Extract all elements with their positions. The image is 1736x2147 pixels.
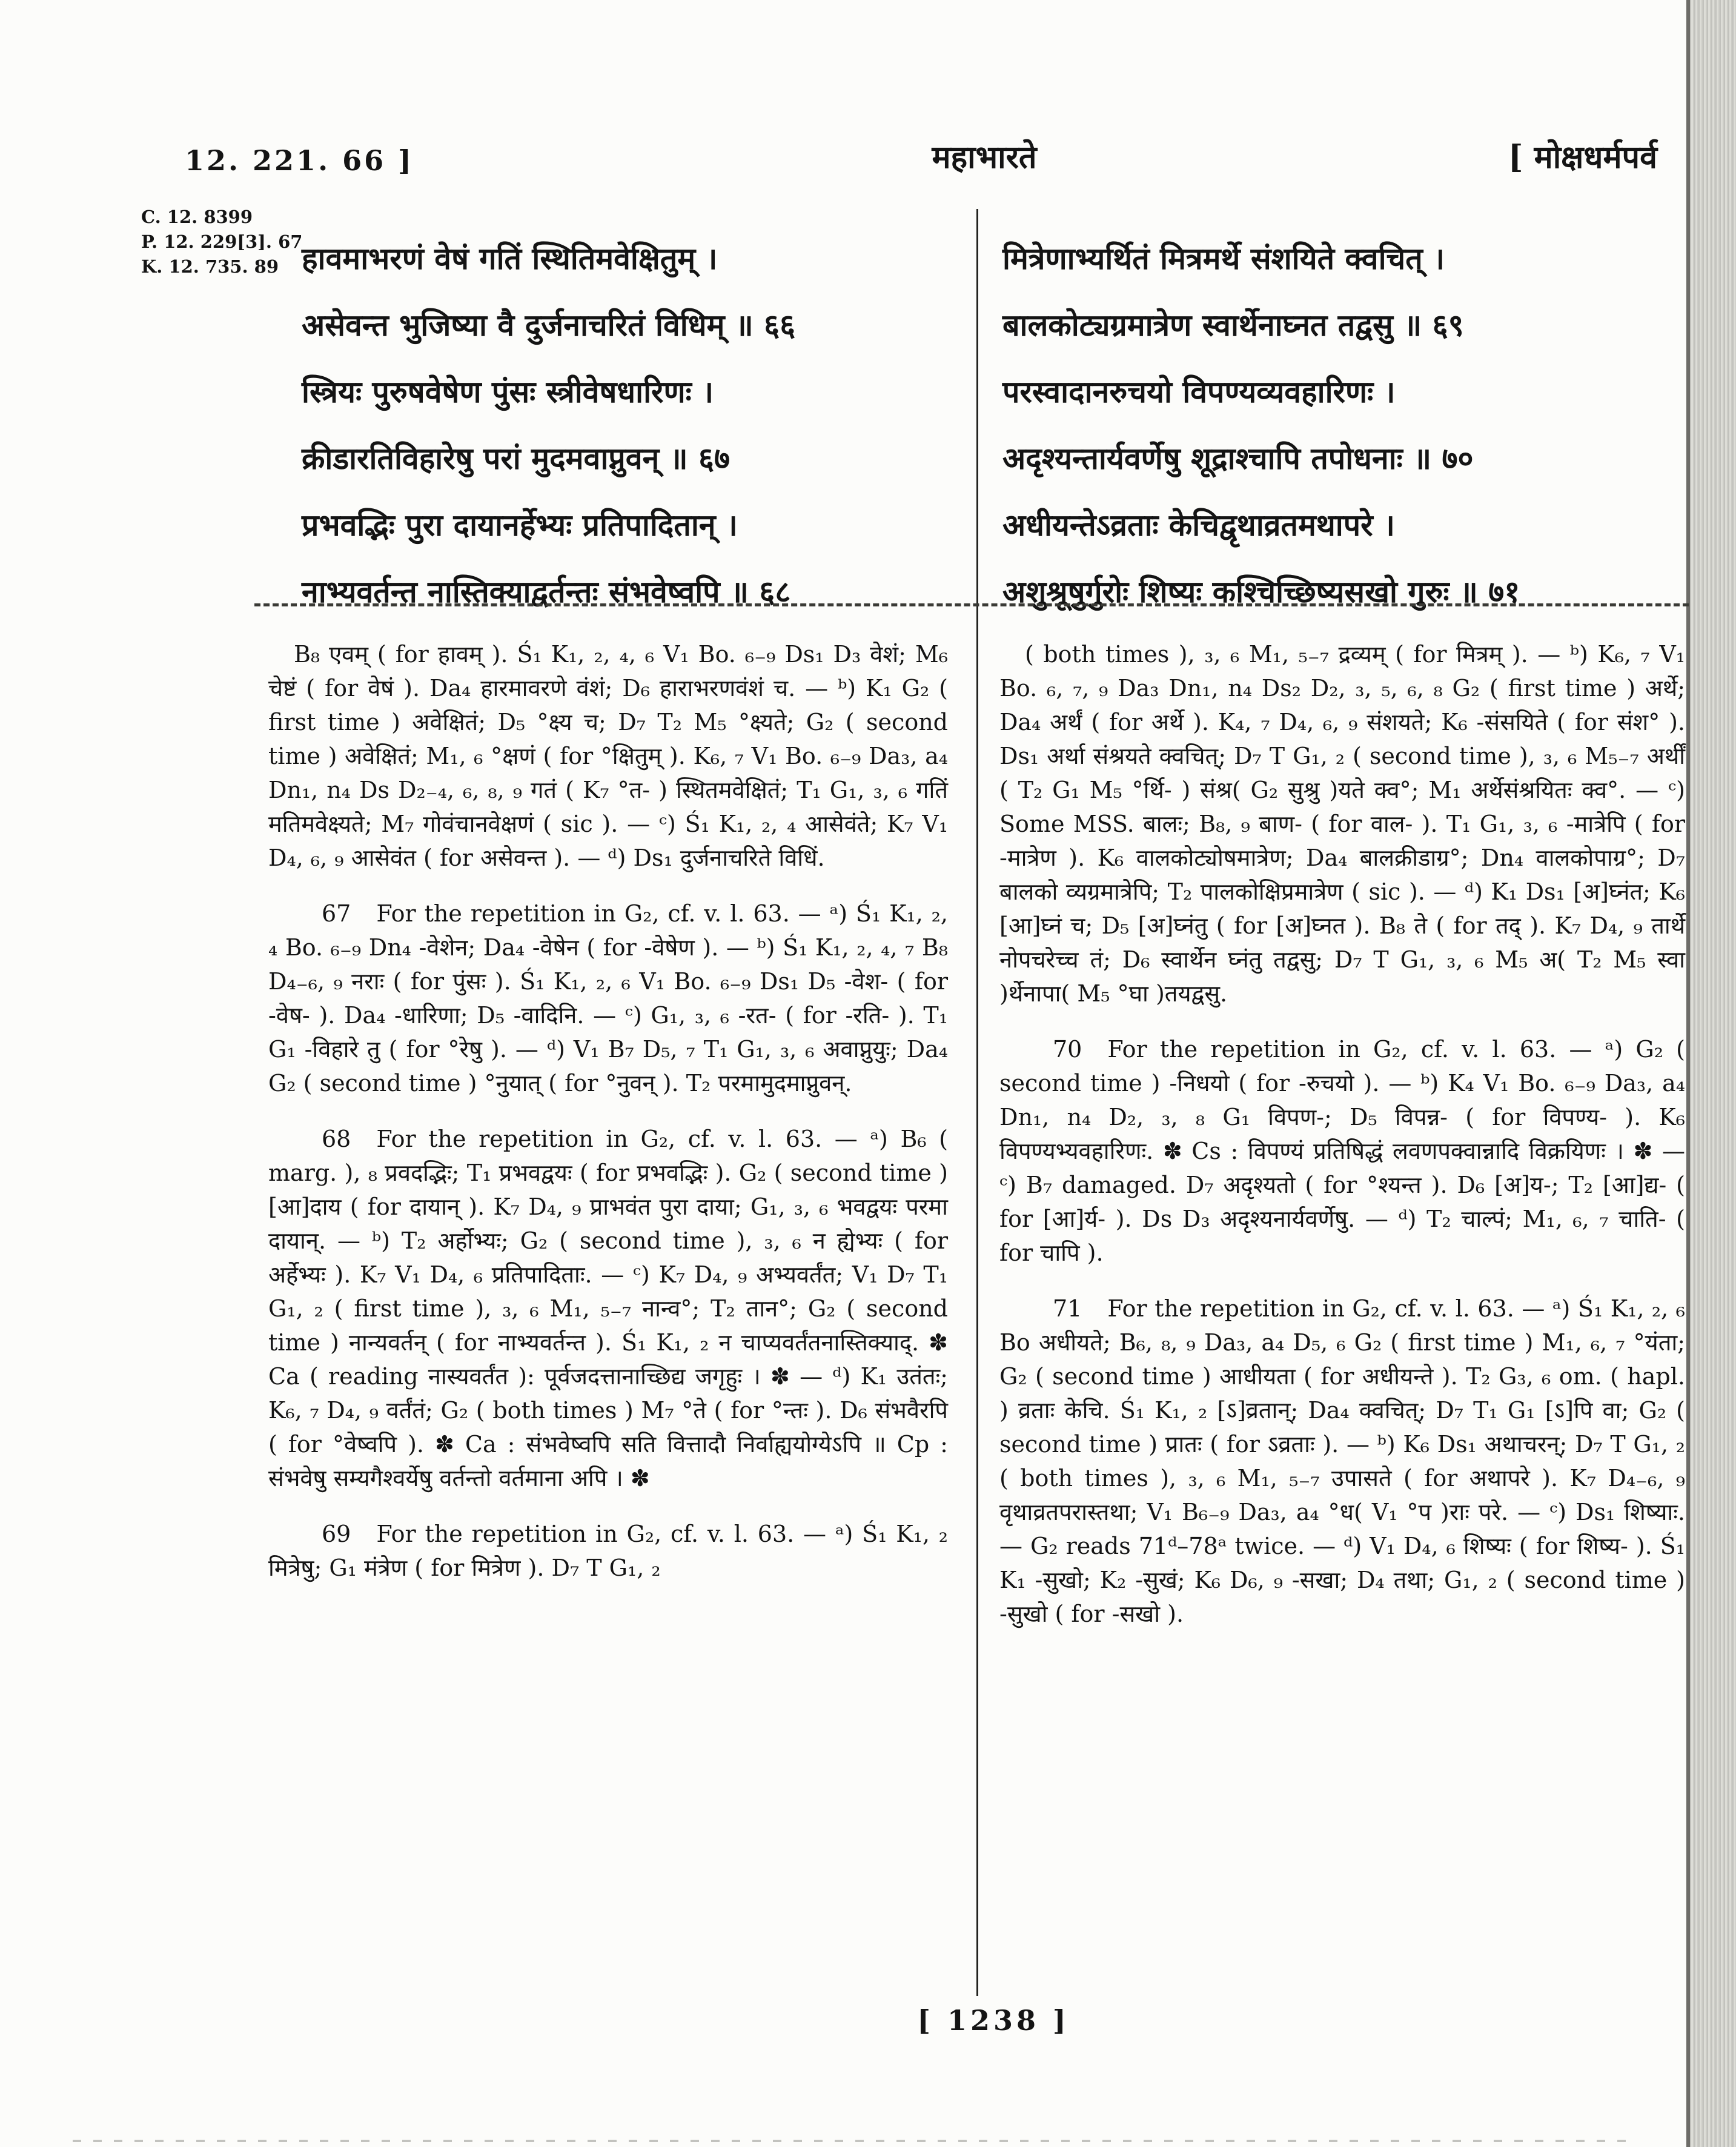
- verse-line: क्रीडारतिविहारेषु परां मुदमवाप्नुवन् ॥ ६७: [302, 440, 731, 476]
- scan-bottom-artifact: [73, 2140, 1635, 2142]
- concordance-ref: K. 12. 735. 89: [141, 256, 279, 277]
- critical-note-71: [999, 1292, 1685, 1631]
- note-number: [268, 641, 294, 668]
- verse-locator: 12. 221. 66 ]: [185, 144, 414, 177]
- edition-concordance-refs: [141, 205, 302, 279]
- note-text: ( both times ), ₃, ₆ M₁, ₅₋₇ द्रव्यम् ( for मित्रम् ). — ᵇ) K₆, ₇ V₁ Bo. ₆, ₇, ₉ Da₃ Dn₁, n₄ Ds₂ D₂, ₃, ₅, ₆, ₈ G₂ ( first time ) अर्थे; Da₄ अर्थं ( for अर्थे ). K₄, ₇ D₄, ₆, ₉ संशयते; K₆ -संसयिते ( for संश° ). Ds₁ अर्था संश्रयते क्वचित्; D₇ T G₁, ₂ ( second time ), ₃, ₆ M₅₋₇ अर्थीं ( T₂ G₁ M₅ °र्थि- ) संश्र( G₂ सुश्रु )यते क्व°; M₁ अर्थेसंश्रयितः क्व°. — ᶜ) Some MSS. बालः; B₈, ₉ बाण- ( for वाल- ). T₁ G₁, ₃, ₆ -मात्रेपि ( for -मात्रेण ). K₆ वालकोट्योषमात्रेण; Da₄ बालक्रीडाग्र°; Dn₄ वालकोपाग्र°; D₇ बालको व्यग्रमात्रेपि; T₂ पालकोक्षिप्रमात्रेण ( sic ). — ᵈ) K₁ Ds₁ [अ]घ्नंत; K₆ [आ]घ्नं च; D₅ [अ]घ्नंतु ( for [अ]घ्नत ). B₈ ते ( for तद् ). K₇ D₄, ₉ तार्थे नोपचरेच्च तं; D₆ स्वार्थेन घ्नंतु तद्वसु; D₇ T G₁, ₃, ₆ M₅ अ( T₂ M₅ स्वा )र्थेनापा( M₅ °घा )तयद्वसु.: [999, 641, 1685, 1007]
- verse-line: अदृश्यन्तार्यवर्णेषु शूद्राश्चापि तपोधनाः ॥ ७०: [1002, 440, 1474, 476]
- note-text: For the repetition in G₂, cf. v. l. 63. — ᵃ) G₂ ( second time ) -निधयो ( for -रुचयो ). — ᵇ) K₄ V₁ Bo. ₆₋₉ Da₃, a₄ Dn₁, n₄ D₂, ₃, ₈ G₁ विपण-; D₅ विपन्न- ( for विपण्य- ). K₆ विपण्यभ्यवहारिणः. ✽ Cs : विपण्यं प्रतिषिद्धं लवणपक्वान्नादि विक्रयिणः । ✽ — ᶜ) B₇ damaged. D₇ अदृश्यतो ( for °श्यन्त ). D₆ [अ]य-; T₂ [आ]द्य- ( for [आ]र्य- ). Ds D₃ अदृश्यनार्यवर्णेषु. — ᵈ) T₂ चाल्पं; M₁, ₆, ₇ चाति- ( for चापि ).: [999, 1036, 1685, 1266]
- column-divider-rule: [976, 209, 978, 1996]
- apparatus-column-right: [999, 637, 1685, 1653]
- verse-line: बालकोट्यग्रमात्रेण स्वार्थेनाघ्नत तद्वसु ॥ ६९: [1002, 307, 1464, 343]
- note-text: For the repetition in G₂, cf. v. l. 63. — ᵃ) B₆ ( marg. ), ₈ प्रवदद्भिः; T₁ प्रभवद्वयः ( for प्रभवद्भिः ). G₂ ( second time ) [आ]दाय ( for दायान् ). K₇ D₄, ₉ प्राभवंत पुरा दाया; G₁, ₃, ₆ भवद्वयः परमा दायान्. — ᵇ) T₂ अर्होभ्यः; G₂ ( second time ), ₃, ₆ न ह्येभ्यः ( for अर्हेभ्यः ). K₇ V₁ D₄, ₆ प्रतिपादिताः. — ᶜ) K₇ D₄, ₉ अभ्यवर्तंत; V₁ D₇ T₁ G₁, ₂ ( first time ), ₃, ₆ M₁, ₅₋₇ नान्व°; T₂ तान°; G₂ ( second time ) नान्यवर्तन् ( for नाभ्यवर्तन्त ). Ś₁ K₁, ₂ न चाप्यवर्तंतनास्तिक्याद्. ✽ Ca ( reading नास्यवर्तंत ): पूर्वजदत्तानाच्छिद्य जगृहुः । ✽ — ᵈ) K₁ उतंतः; K₆, ₇ D₄, ₉ वर्तंतं; G₂ ( both times ) M₇ °ते ( for °न्तः ). D₆ संभवैरपि ( for °वेष्वपि ). ✽ Ca : संभवेष्वपि सति वित्तादौ निर्वाह्ययोग्येऽपि ॥ Cp : संभवेषु सम्यगैश्वर्येषु वर्तन्तो वर्तमाना अपि । ✽: [268, 1126, 948, 1492]
- note-text: B₈ एवम् ( for हावम् ). Ś₁ K₁, ₂, ₄, ₆ V₁ Bo. ₆₋₉ Ds₁ D₃ वेशं; M₆ चेष्टं ( for वेषं ). Da₄ हारमावरणे वंशं; D₆ हाराभरणवंशं च. — ᵇ) K₁ G₂ ( first time ) अवेक्षितं; D₅ °क्ष्य च; D₇ T₂ M₅ °क्ष्यते; G₂ ( second time ) अवेक्षितं; M₁, ₆ °क्षणं ( for °क्षितुम् ). K₆, ₇ V₁ Bo. ₆₋₉ Da₃, a₄ Dn₁, n₄ Ds D₂₋₄, ₆, ₈, ₉ गतं ( K₇ °त- ) स्थितमवेक्षितं; T₁ G₁, ₃, ₆ गतिं मतिमवेक्ष्यते; M₇ गोवंचानवेक्षणं ( sic ). — ᶜ) Ś₁ K₁, ₂, ₄ आसेवंते; K₇ V₁ D₄, ₆, ₉ आसेवंत ( for असेवन्त ). — ᵈ) Ds₁ दुर्जनाचरिते विधिं.: [268, 641, 948, 871]
- concordance-ref: C. 12. 8399: [141, 207, 253, 227]
- verse-line: नाभ्यवर्तन्त नास्तिक्याद्वर्तन्तः संभवेष्वपि ॥ ६८: [302, 574, 791, 609]
- verse-line: अधीयन्तेऽव्रताः केचिद्वृथाव्रतमथापरे ।: [1002, 507, 1395, 543]
- book-title: महाभारते: [932, 139, 1037, 176]
- verse-line: स्त्रियः पुरुषवेषेण पुंसः स्त्रीवेषधारिणः ।: [302, 374, 714, 410]
- note-number: 68: [322, 1126, 351, 1152]
- verse-line: प्रभवद्भिः पुरा दायानर्हेभ्यः प्रतिपादितान् ।: [302, 507, 738, 543]
- concordance-ref: P. 12. 229[3]. 67: [141, 231, 303, 252]
- note-text: For the repetition in G₂, cf. v. l. 63. — ᵃ) Ś₁ K₁, ₂, ₆ Bo अधीयते; B₆, ₈, ₉ Da₃, a₄ D₅, ₆ G₂ ( first time ) M₁, ₆, ₇ °यंता; G₂ ( second time ) आधीयता ( for अधीयन्ते ). T₂ G₃, ₆ om. ( hapl. ) व्रताः केचि. Ś₁ K₁, ₂ [ऽ]व्रतान्; Da₄ क्वचित्; D₇ T₁ G₁ [ऽ]पि वा; G₂ ( second time ) प्रातः ( for ऽव्रताः ). — ᵇ) K₆ Ds₁ अथाचरन्; D₇ T G₁, ₂ ( both times ), ₃, ₆ M₁, ₅₋₇ उपासते ( for अथापरे ). K₇ D₄₋₆, ₉ वृथाव्रतपरास्तथा; V₁ B₆₋₉ Da₃, a₄ °ध( V₁ °प )राः परे. — ᶜ) Ds₁ शिष्याः. — G₂ reads 71ᵈ–78ᵃ twice. — ᵈ) V₁ D₄, ₆ शिष्यः ( for शिष्य- ). Ś₁ K₁ -सुखो; K₂ -सुखं; K₆ D₆, ₉ -सखा; D₄ तथा; G₁, ₂ ( second time ) -सुखो ( for -सखो ).: [999, 1295, 1685, 1627]
- note-text: For the repetition in G₂, cf. v. l. 63. — ᵃ) Ś₁ K₁, ₂, ₄ Bo. ₆₋₉ Dn₄ -वेशेन; Da₄ -वेषेन ( for -वेषेण ). — ᵇ) Ś₁ K₁, ₂, ₄, ₇ B₈ D₄₋₆, ₉ नराः ( for पुंसः ). Ś₁ K₁, ₂, ₆ V₁ Bo. ₆₋₉ Ds₁ D₅ -वेश- ( for -वेष- ). Da₄ -धारिणा; D₅ -वादिनि. — ᶜ) G₁, ₃, ₆ -रत- ( for -रति- ). T₁ G₁ -विहारे तु ( for °रेषु ). — ᵈ) V₁ B₇ D₅, ₇ T₁ G₁, ₃, ₆ अवाप्नुयुः; Da₄ G₂ ( second time ) °नुयात् ( for °नुवन् ). T₂ परमामुदमाप्नुवन्.: [268, 900, 948, 1097]
- note-number: 71: [1053, 1295, 1082, 1322]
- verse-line: अशुश्रूषुर्गुरोः शिष्यः कश्चिच्छिष्यसखो गुरुः ॥ ७१: [1002, 574, 1520, 609]
- page-number: [ 1238 ]: [917, 2004, 1070, 2037]
- note-number: 69: [322, 1521, 351, 1547]
- critical-note-68: [268, 1122, 948, 1495]
- scan-edge-artifact: [1686, 0, 1736, 2147]
- note-text: For the repetition in G₂, cf. v. l. 63. — ᵃ) Ś₁ K₁, ₂ मित्रेषु; G₁ मंत्रेण ( for मित्रेण ). D₇ T G₁, ₂: [268, 1521, 948, 1581]
- apparatus-column-left: [268, 637, 948, 1607]
- verse-line: असेवन्त भुजिष्या वै दुर्जनाचरितं विधिम् ॥ ६६: [302, 307, 796, 343]
- parvan-title: [ मोक्षधर्मपर्व: [1508, 139, 1657, 176]
- apparatus-separator-rule: [254, 603, 1689, 606]
- critical-note-67: [268, 897, 948, 1100]
- note-number: [999, 641, 1025, 668]
- note-number: 70: [1053, 1036, 1082, 1063]
- verse-line: मित्रेणाभ्यर्थितं मित्रमर्थे संशयिते क्वचित् ।: [1002, 241, 1445, 276]
- critical-note-69-continuation: [999, 637, 1685, 1010]
- verse-column-right: [1002, 225, 1687, 625]
- critical-note-66-continuation: [268, 637, 948, 875]
- verse-line: हावमाभरणं वेषं गतिं स्थितिमवेक्षितुम् ।: [302, 241, 718, 276]
- critical-note-69: [268, 1517, 948, 1585]
- verse-column-left: [302, 225, 968, 625]
- critical-note-70: [999, 1032, 1685, 1270]
- verse-line: परस्वादानरुचयो विपण्यव्यवहारिणः ।: [1002, 374, 1396, 410]
- note-number: 67: [322, 900, 351, 927]
